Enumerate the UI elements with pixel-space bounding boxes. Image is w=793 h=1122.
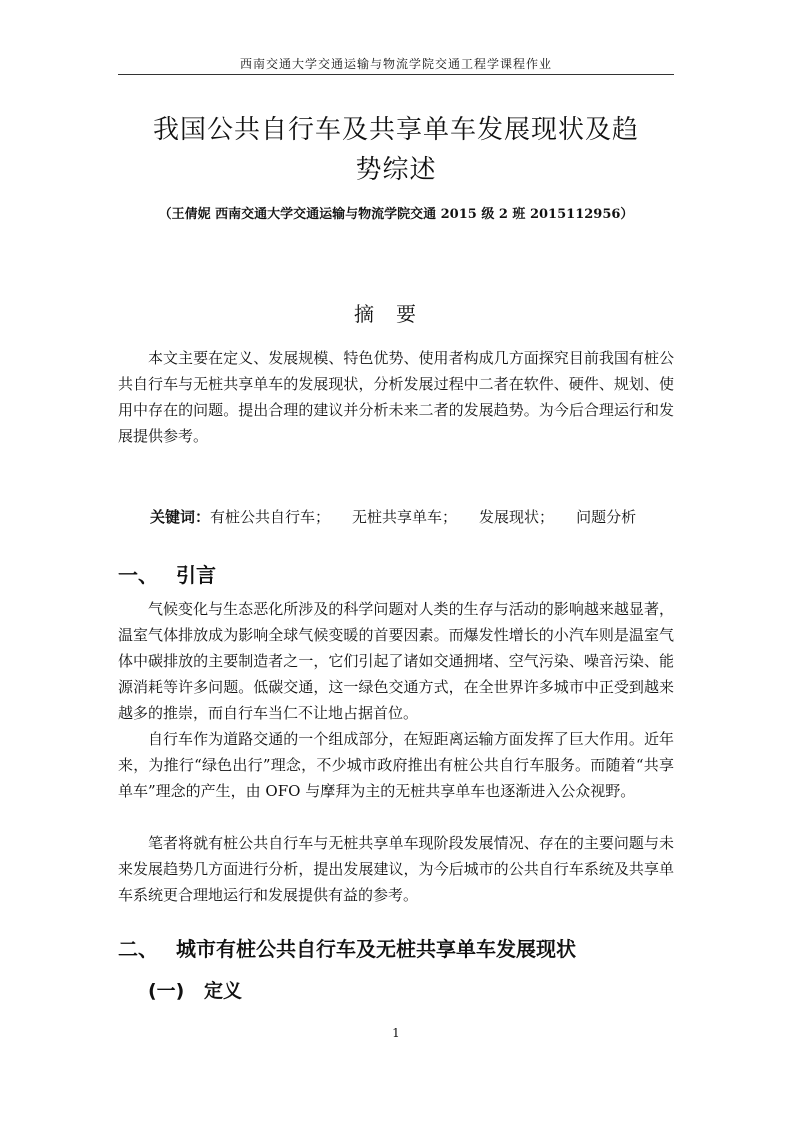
title-line-1: 我国公共自行车及共享单车发展现状及趋 — [152, 115, 639, 145]
keyword-item: 无桩共享单车； — [352, 508, 458, 526]
keyword-item: 问题分析 — [576, 508, 637, 526]
body-paragraph: 笔者将就有桩公共自行车与无桩共享单车现阶段发展情况、存在的主要问题与未来发展趋势几方面进行分析，提出发展建议，为今后城市的公共自行车系统及共享单车系统更合理地运行和发展提供有益的参考。 — [118, 834, 674, 904]
section-title: 引言 — [176, 563, 216, 587]
subsection-title: 定义 — [204, 980, 243, 1002]
subsection-number: (一) — [148, 980, 185, 1002]
body-paragraph: 气候变化与生态恶化所涉及的科学问题对人类的生存与活动的影响越来越显著，温室气体排放成为影响全球气候变暖的首要因素。而爆发性增长的小汽车则是温室气体中碳排放的主要制造者之一，它们引起了诸如交通拥堵、空气污染、噪音污染、能源消耗等许多问题。低碳交通，这一绿色交通方式，在全世界许多城市中正受到越来越多的推崇，而自行车当仁不让地占据首位。 — [118, 600, 674, 722]
keywords-label: 关键词： — [150, 508, 211, 526]
abstract-text: 本文主要在定义、发展规模、特色优势、使用者构成几方面探究目前我国有桩公共自行车与无桩共享单车的发展现状，分析发展过程中二者在软件、硬件、规划、使用中存在的问题。提出合理的建议并分析未来二者的发展趋势。为今后合理运行和发展提供参考。 — [118, 349, 674, 445]
keyword-item: 有桩公共自行车； — [210, 508, 331, 526]
header-rule — [118, 74, 674, 75]
page-number: 1 — [392, 1026, 400, 1040]
section-heading-1 — [118, 561, 216, 589]
section-title: 城市有桩公共自行车及无桩共享单车发展现状 — [176, 937, 576, 961]
body-paragraph: 自行车作为道路交通的一个组成部分，在短距离运输方面发挥了巨大作用。近年来，为推行“绿色出行”理念，不少城市政府推出有桩公共自行车服务。而随着“共享单车”理念的产生，由 OFO 与摩拜为主的无桩共享单车也逐渐进入公众视野。 — [118, 730, 674, 800]
author-line: （王倩妮 西南交通大学交通运输与物流学院交通 2015 级 2 班 2015112956） — [158, 207, 634, 222]
title-line-2: 势综述 — [355, 155, 437, 185]
keywords — [150, 505, 674, 529]
subsection-heading — [148, 977, 242, 1005]
section-heading-2 — [118, 935, 576, 963]
keyword-item: 发展现状； — [479, 508, 555, 526]
section-number: 二、 — [118, 937, 158, 961]
running-header: 西南交通大学交通运输与物流学院交通工程学课程作业 — [239, 57, 552, 71]
paper-title — [118, 110, 674, 190]
abstract-heading: 摘要 — [354, 302, 438, 326]
section-number: 一、 — [118, 563, 158, 587]
